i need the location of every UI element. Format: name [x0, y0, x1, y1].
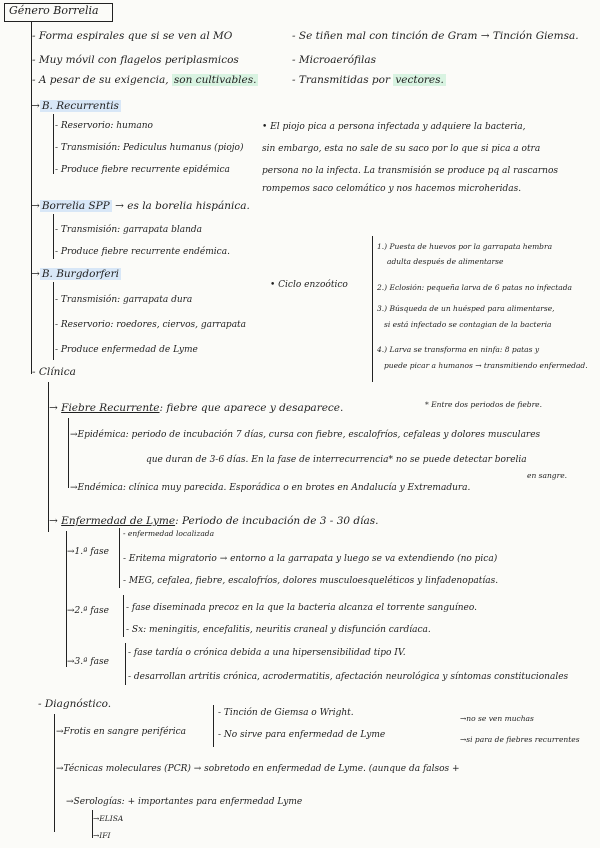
arrow-right-icon: → [31, 200, 40, 212]
gram-line: - Se tiñen mal con tinción de Gram → Tinción Giemsa. [292, 30, 579, 42]
spp-heading: → Borrelia SPP → es la borelia hispánica. [31, 200, 250, 212]
arrow-right-icon: → [70, 430, 78, 440]
fase3-line [125, 643, 126, 685]
fase3-item: - fase tardía o crónica debida a una hipersensibilidad tipo IV. [128, 648, 406, 658]
frotis-label: →Frotis en sangre periférica [56, 727, 187, 737]
ciclo-step: 2.) Eclosión: pequeña larva de 6 patas no infectada [377, 283, 573, 292]
epidemica-line: en sangre. [527, 471, 568, 480]
arrow-right-icon: → [460, 714, 467, 723]
arrow-right-icon: → [56, 764, 64, 774]
fase2-item: - fase diseminada precoz en la que la bacteria alcanza el torrente sanguíneo. [126, 603, 477, 613]
frotis-line [213, 705, 214, 747]
burgdorferi-item: - Produce enfermedad de Lyme [55, 345, 198, 355]
arrow-right-icon: → [67, 657, 75, 667]
fase2-item: - Sx: meningitis, encefalitis, neuritis craneal y disfunción cardíaca. [126, 625, 431, 635]
arrow-right-icon: → [93, 814, 100, 823]
spp-line [53, 214, 54, 259]
spp-item: - Transmisión: garrapata blanda [55, 225, 203, 235]
arrow-right-icon: → [31, 100, 40, 112]
ifi-item: →IFI [93, 831, 111, 840]
microaerofilas-line: - Microaerófilas [292, 54, 377, 66]
epidemica-line: que duran de 3-6 días. En la fase de interrecurrencia* no se puede detectar borelia [146, 455, 527, 465]
recurrentis-item: - Transmisión: Pediculus humanus (piojo) [55, 143, 244, 153]
arrow-right-icon: → [66, 797, 74, 807]
ciclo-step: 4.) Larva se transforma en ninfa: 8 patas y [377, 345, 540, 354]
arrow-right-icon: → [56, 727, 64, 737]
fase3-item: - desarrollan artritis crónica, acrodermatitis, afectación neurológica y síntomas constitucionales [128, 672, 569, 682]
ciclo-step: adulta después de alimentarse [387, 257, 504, 266]
fiebre-footnote: * Entre dos periodos de fiebre. [425, 400, 542, 409]
arrow-right-icon: → [93, 831, 100, 840]
arrow-right-icon: → [460, 735, 467, 744]
recurrentis-item: - Produce fiebre recurrente epidémica [55, 165, 230, 175]
spp-item: - Produce fiebre recurrente endémica. [55, 247, 230, 257]
intro-line-2: - Muy móvil con flagelos periplasmicos [32, 54, 239, 66]
vectores-highlight: vectores. [395, 74, 444, 86]
ciclo-step: 1.) Puesta de huevos por la garrapata hembra [377, 242, 553, 251]
burgdorferi-heading: → B. Burgdorferi [31, 268, 119, 280]
piojo-note-line: rompemos saco celomático y nos hacemos microheridas. [262, 184, 522, 194]
fase3-label: →3.ª fase [67, 657, 109, 667]
frotis-item: - Tinción de Giemsa o Wright. [218, 708, 354, 718]
frotis-item: - No sirve para enfermedad de Lyme [218, 730, 386, 740]
fase1-item: - MEG, cefalea, fiebre, escalofríos, dolores musculoesqueléticos y linfadenopatías. [123, 576, 499, 586]
burgdorferi-item: - Reservorio: roedores, ciervos, garrapata [55, 320, 247, 330]
burgdorferi-item: - Transmisión: garrapata dura [55, 295, 193, 305]
recurrentis-line [53, 114, 54, 174]
ciclo-step: si está infectado se contagian de la bacteria [384, 320, 552, 329]
ciclo-step: puede picar a humanos → transmitiendo enfermedad. [384, 361, 588, 370]
arrow-right-icon: → [49, 402, 58, 414]
diagnostico-line [54, 714, 55, 832]
ciclo-line [372, 236, 373, 382]
recurrentis-item: - Reservorio: humano [55, 121, 153, 131]
recurrentis-heading: → B. Recurrentis [31, 100, 119, 112]
piojo-note-line: • El piojo pica a persona infectada y adquiere la bacteria, [262, 122, 526, 132]
page-title: Género Borrelia [9, 4, 99, 17]
clinica-heading: - Clínica [32, 366, 76, 378]
arrow-right-icon: → [67, 606, 75, 616]
arrow-right-icon: → [49, 515, 58, 527]
intro-line-3: - A pesar de su exigencia, son cultivables. [32, 74, 257, 86]
arrow-right-icon: → [115, 200, 124, 212]
vectores-line: - Transmitidas por vectores. [292, 74, 444, 86]
lyme-heading: → Enfermedad de Lyme: Periodo de incubación de 3 - 30 días. [49, 515, 379, 527]
fiebre-line [68, 418, 69, 488]
diagnostico-heading: - Diagnóstico. [38, 698, 112, 710]
epidemica-line: →Epidémica: periodo de incubación 7 días, cursa con fiebre, escalofríos, cefaleas y dolores musculares [70, 430, 541, 440]
cultivables-highlight: son cultivables. [173, 74, 257, 86]
fase1-label: →1.ª fase [67, 547, 109, 557]
arrow-right-icon: → [480, 30, 490, 42]
ciclo-label: • Ciclo enzoótico [270, 280, 348, 290]
tecnicas-line: →Técnicas moleculares (PCR) → sobretodo en enfermedad de Lyme. (aunque da falsos + [56, 764, 460, 774]
ciclo-step: 3.) Búsqueda de un huésped para alimentarse, [377, 304, 555, 313]
arrow-right-icon: → [31, 268, 40, 280]
fiebre-heading: → Fiebre Recurrente: fiebre que aparece y desaparece. [49, 402, 344, 414]
intro-line-1: - Forma espirales que si se ven al MO [32, 30, 233, 42]
burgdorferi-line [53, 282, 54, 360]
piojo-note-line: sin embargo, esta no sale de su saco por lo que si pica a otra [262, 144, 541, 154]
fase1-line [119, 528, 120, 588]
frotis-outcome: →no se ven muchas [460, 714, 534, 723]
fase1-item: - enfermedad localizada [123, 529, 215, 538]
arrow-right-icon: → [70, 483, 78, 493]
endemica-line: →Endémica: clínica muy parecida. Esporádica o en brotes en Andalucía y Extremadura. [70, 483, 471, 493]
elisa-item: →ELISA [93, 814, 124, 823]
frotis-outcome: →si para de fiebres recurrentes [460, 735, 580, 744]
arrow-right-icon: → [67, 547, 75, 557]
serologias-line: →Serologías: + importantes para enfermedad Lyme [66, 797, 303, 807]
fase2-line [123, 595, 124, 637]
piojo-note-line: persona no la infecta. La transmisión se produce pq al rascarnos [262, 166, 558, 176]
fase1-item: - Eritema migratorio → entorno a la garrapata y luego se va extendiendo (no pica) [123, 554, 498, 564]
fase2-label: →2.ª fase [67, 606, 109, 616]
